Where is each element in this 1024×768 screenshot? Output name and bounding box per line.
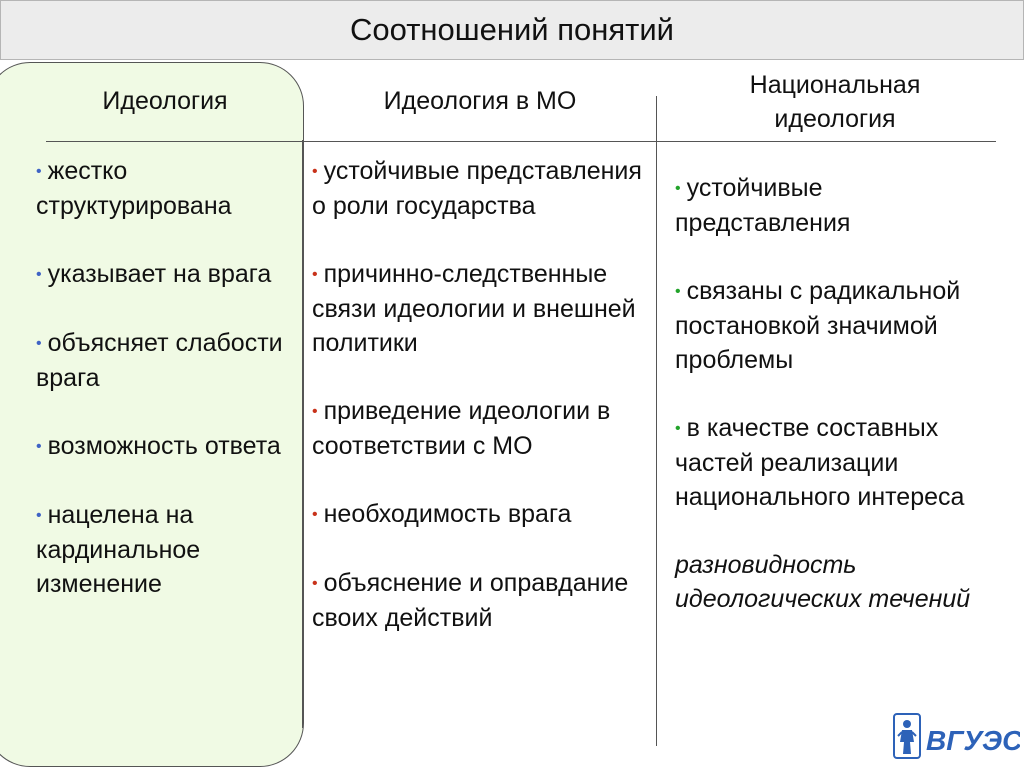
column-note: разновидность идеологических течений [675, 551, 971, 613]
university-logo [892, 712, 1020, 762]
list-item: • объясняет слабости врага [36, 329, 283, 392]
column-header-ideology: Идеология [102, 87, 228, 115]
bullet-icon: • [36, 335, 42, 352]
bullet-icon: • [312, 266, 318, 283]
bullet-icon: • [675, 420, 681, 437]
list-item: • в качестве составных частей реализации национального интереса [675, 414, 965, 511]
column-header-national-ideology: Национальная идеология [749, 71, 921, 133]
list-item: • объяснение и оправдание своих действий [312, 569, 629, 632]
list-item: • возможность ответа [36, 432, 281, 460]
bullet-icon: • [312, 403, 318, 420]
list-item: • нацелена на кардинальное изменение [36, 501, 201, 598]
bullet-icon: • [312, 575, 318, 592]
bullet-icon: • [36, 163, 42, 180]
bullet-icon: • [675, 180, 681, 197]
bullet-icon: • [312, 163, 318, 180]
column-divider-2 [656, 96, 657, 746]
logo-text: ВГУЭС [926, 725, 1020, 756]
slide-title: Соотношений понятий [0, 0, 1024, 60]
bullet-icon: • [36, 266, 42, 283]
column-ideology-list [36, 154, 298, 601]
column-ideology-in-ir-list [312, 154, 647, 635]
list-item: • причинно-следственные связи идеологии и внешней политики [312, 260, 636, 357]
list-item: • указывает на врага [36, 260, 272, 288]
column-national-ideology-list [675, 171, 995, 616]
logo-emblem-icon [892, 712, 1020, 762]
list-item: • жестко структурирована [36, 157, 232, 220]
list-item: • необходимость врага [312, 500, 572, 528]
bullet-icon: • [36, 438, 42, 455]
list-item: • устойчивые представления [675, 174, 851, 237]
column-divider-1 [302, 140, 303, 728]
header-divider [46, 141, 996, 142]
bullet-icon: • [675, 283, 681, 300]
list-item: • устойчивые представления о роли государства [312, 157, 642, 220]
list-item: • связаны с радикальной постановкой значимой проблемы [675, 277, 961, 374]
bullet-icon: • [36, 507, 42, 524]
column-header-ideology-in-ir: Идеология в МО [383, 87, 577, 115]
list-item: • приведение идеологии в соответствии с МО [312, 397, 611, 460]
bullet-icon: • [312, 506, 318, 523]
